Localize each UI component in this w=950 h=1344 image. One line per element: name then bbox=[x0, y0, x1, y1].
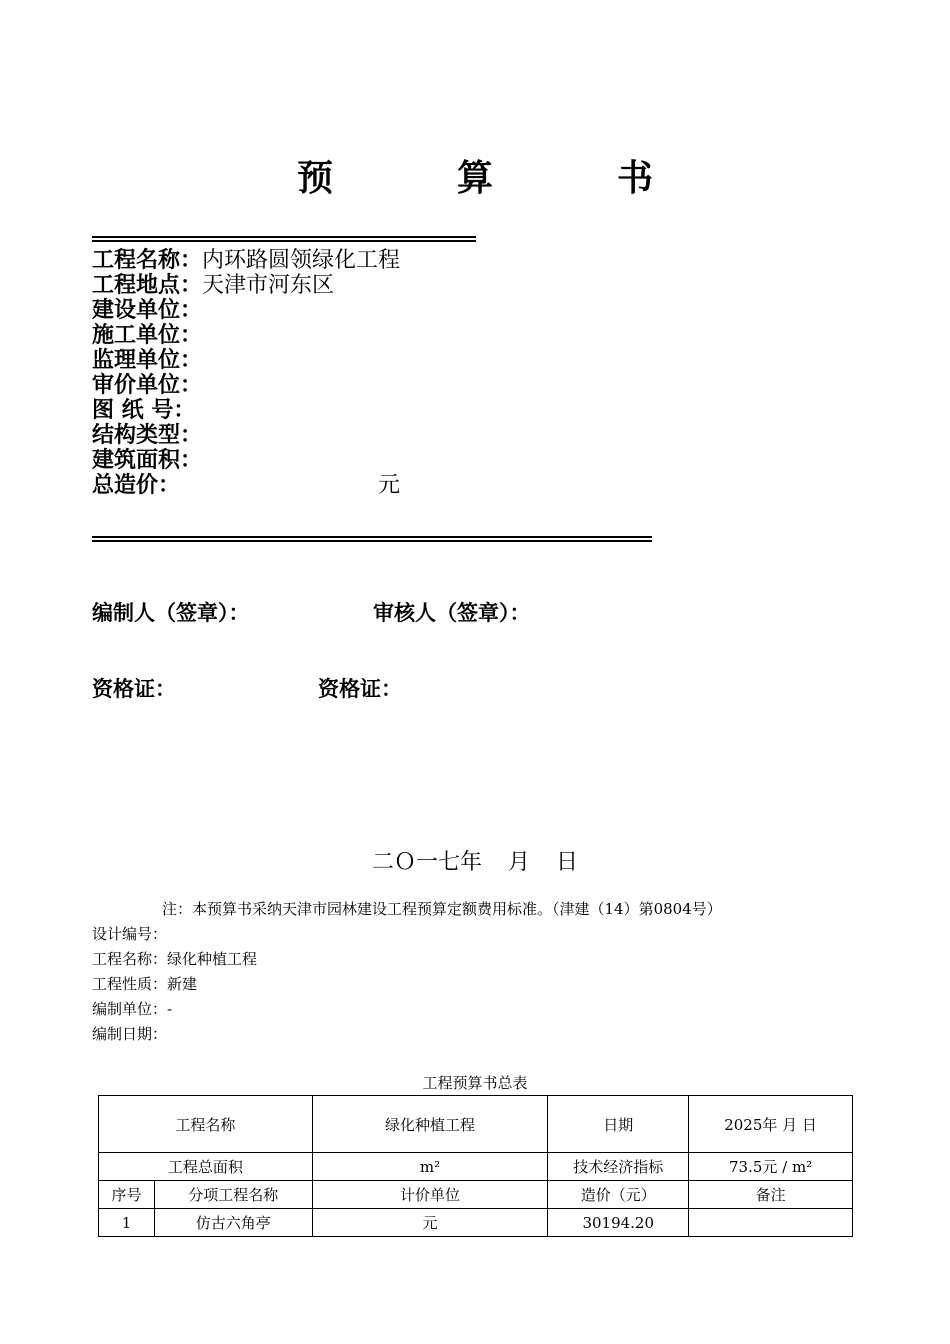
field-label: 建筑面积： bbox=[92, 448, 203, 473]
table-cell: 仿古六角亭 bbox=[154, 1209, 312, 1237]
table-cell: 工程名称 bbox=[99, 1096, 313, 1153]
compiler-certificate: 资格证： bbox=[92, 677, 176, 701]
table-row bbox=[99, 1153, 853, 1181]
standard-note: 注：本预算书采纳天津市园林建设工程预算定额费用标准。（津建（14）第0804号） bbox=[162, 900, 722, 918]
meta-project-nature bbox=[92, 972, 257, 997]
field-label: 审价单位： bbox=[92, 373, 203, 398]
table-cell: 技术经济指标 bbox=[548, 1153, 689, 1181]
meta-project-name bbox=[92, 947, 257, 972]
table-cell: 元 bbox=[312, 1209, 548, 1237]
reviewer-certificate: 资格证： bbox=[318, 677, 402, 701]
table-caption: 工程预算书总表 bbox=[422, 1074, 528, 1092]
field-drawing-number bbox=[92, 398, 400, 423]
table-header-cell: 分项工程名称 bbox=[154, 1181, 312, 1209]
meta-compiling-unit bbox=[92, 997, 257, 1022]
field-label: 图 纸 号： bbox=[92, 398, 196, 423]
table-cell: 2025年 月 日 bbox=[689, 1096, 853, 1153]
field-label: 工程地点： bbox=[92, 273, 203, 298]
table-cell: 30194.20 bbox=[548, 1209, 689, 1237]
table-header-cell: 备注 bbox=[689, 1181, 853, 1209]
meta-label: 编制单位： bbox=[92, 1000, 168, 1018]
table-cell: 1 bbox=[99, 1209, 155, 1237]
meta-design-number bbox=[92, 922, 257, 947]
divider-top bbox=[92, 236, 476, 242]
field-value: 天津市河东区 bbox=[202, 273, 335, 298]
date-day: 日 bbox=[556, 850, 579, 875]
field-client bbox=[92, 298, 400, 323]
table-cell bbox=[689, 1209, 853, 1237]
field-project-name bbox=[92, 248, 400, 273]
meta-label: 工程性质： bbox=[92, 975, 168, 993]
field-label: 总造价： bbox=[92, 473, 181, 498]
table-header-cell: 序号 bbox=[99, 1181, 155, 1209]
table-row bbox=[99, 1209, 853, 1237]
field-project-location bbox=[92, 273, 400, 298]
meta-value: - bbox=[167, 1000, 173, 1018]
date-month: 月 bbox=[507, 850, 530, 875]
field-building-area bbox=[92, 448, 400, 473]
document-date bbox=[0, 845, 950, 876]
field-contractor bbox=[92, 323, 400, 348]
project-fields bbox=[92, 248, 400, 498]
field-label: 施工单位： bbox=[92, 323, 203, 348]
reviewer-signature: 审核人（签章）： bbox=[373, 601, 531, 625]
compiler-signature: 编制人（签章）： bbox=[92, 601, 250, 625]
document-title: 预 算 书 bbox=[296, 157, 697, 199]
table-header-row bbox=[99, 1181, 853, 1209]
field-total-cost bbox=[92, 473, 400, 498]
table-cell: 绿化种植工程 bbox=[312, 1096, 548, 1153]
design-info bbox=[92, 922, 257, 1047]
meta-label: 设计编号： bbox=[92, 925, 168, 943]
field-value: 内环路圆领绿化工程 bbox=[202, 248, 401, 273]
table-cell: 73.5元 / m² bbox=[689, 1153, 853, 1181]
field-label: 结构类型： bbox=[92, 423, 203, 448]
table-row bbox=[99, 1096, 853, 1153]
table-header-cell: 造价（元） bbox=[548, 1181, 689, 1209]
meta-value: 绿化种植工程 bbox=[167, 950, 258, 968]
field-label: 工程名称： bbox=[92, 248, 203, 273]
meta-compile-date bbox=[92, 1022, 257, 1047]
meta-label: 工程名称： bbox=[92, 950, 168, 968]
field-label: 监理单位： bbox=[92, 348, 203, 373]
table-cell: 工程总面积 bbox=[99, 1153, 313, 1181]
field-supervisor bbox=[92, 348, 400, 373]
meta-label: 编制日期： bbox=[92, 1025, 168, 1043]
field-auditor bbox=[92, 373, 400, 398]
meta-value: 新建 bbox=[167, 975, 198, 993]
field-structure-type bbox=[92, 423, 400, 448]
field-label: 建设单位： bbox=[92, 298, 203, 323]
currency-unit: 元 bbox=[378, 473, 401, 498]
date-year: 二Ｏ一七年 bbox=[371, 850, 482, 875]
budget-summary-table bbox=[98, 1095, 853, 1237]
table-header-cell: 计价单位 bbox=[312, 1181, 548, 1209]
divider-bottom bbox=[92, 536, 652, 542]
table-cell: m² bbox=[312, 1153, 548, 1181]
table-cell: 日期 bbox=[548, 1096, 689, 1153]
